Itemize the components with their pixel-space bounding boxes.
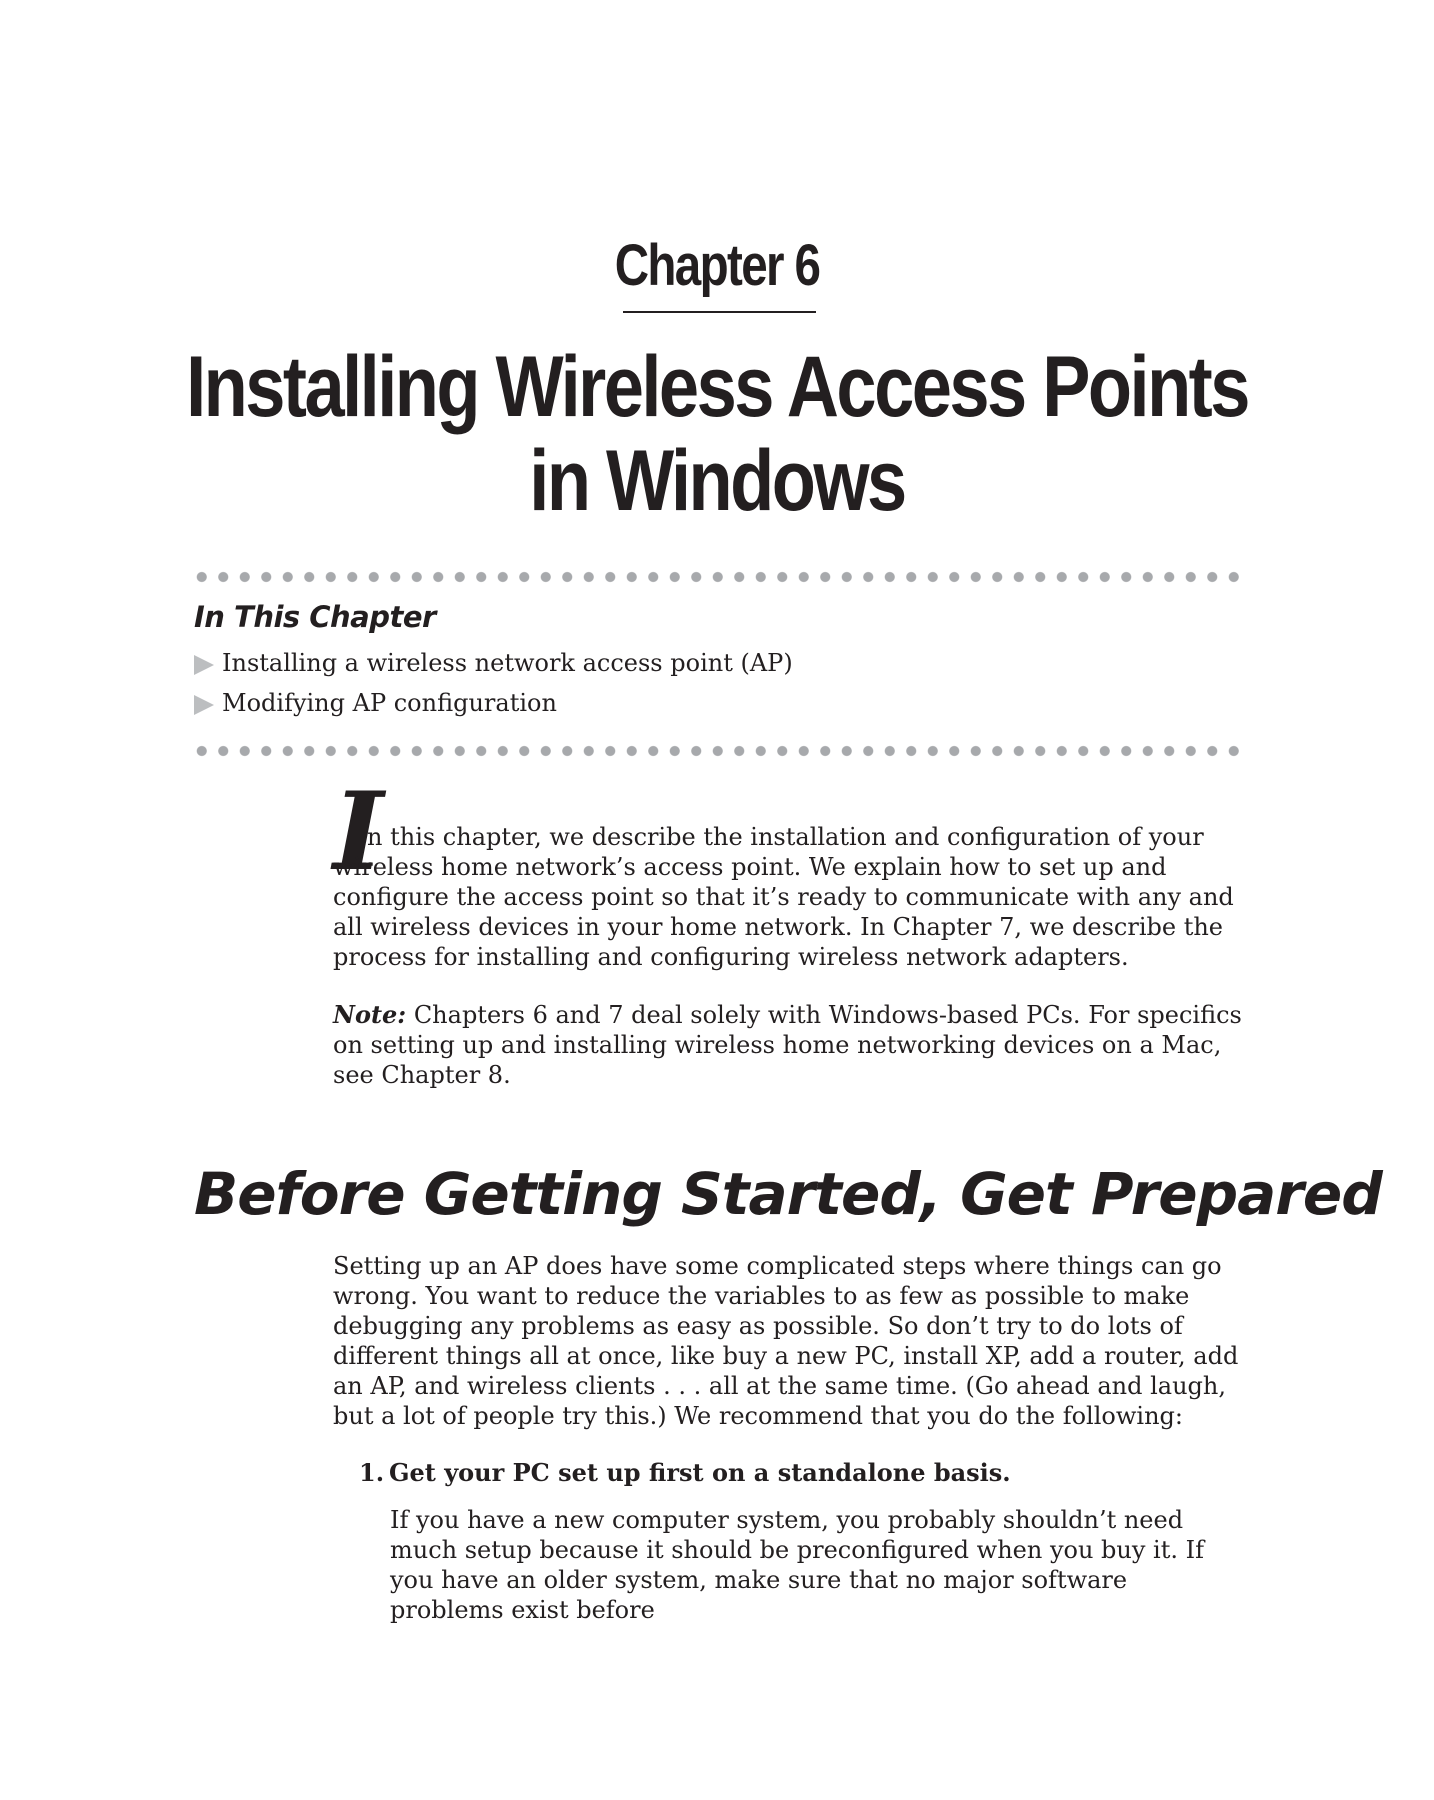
step-title: Get your PC set up first on a standalone basis. [389, 1458, 1011, 1487]
drop-cap: I [333, 769, 384, 895]
chapter-topic-text: Installing a wireless network access point (AP) [222, 649, 793, 677]
chapter-title-line-1: Installing Wireless Access Points [186, 339, 1248, 435]
in-this-chapter-heading: In This Chapter [194, 600, 436, 634]
step-item [359, 1458, 1011, 1488]
chapter-underline [623, 311, 816, 313]
intro-paragraph: n this chapter, we describe the installation and configuration of your wireless home network’s access point. We explain how to set up and configure the access point so that it’s ready to communicate with any and all wireless devices in your home network. In Chapter 7, we describe the process for installing and configuring wireless network adapters. [333, 823, 1234, 971]
chapter-topic-item [194, 648, 793, 688]
note-text: Chapters 6 and 7 deal solely with Windows-based PCs. For specifics on setting up and installing wireless home networking devices on a Mac, see Chapter 8. [333, 1001, 1242, 1089]
chapter-topic-item [194, 688, 793, 728]
note-label: Note: [333, 1000, 407, 1029]
chapter-topics-list [194, 648, 793, 728]
dotted-divider-bottom [191, 745, 1245, 757]
chapter-label: Chapter 6 [614, 233, 820, 298]
dotted-divider-top [191, 571, 1245, 583]
section-heading: Before Getting Started, Get Prepared [194, 1160, 1382, 1228]
step-number: 1. [359, 1458, 385, 1487]
step-detail: If you have a new computer system, you probably shouldn’t need much setup because it should be preconfigured when you buy it. If you have an older system, make sure that no major software problems exist before [390, 1506, 1204, 1624]
triangle-bullet-icon [194, 655, 214, 675]
chapter-title [115, 340, 1320, 528]
triangle-bullet-icon [194, 695, 214, 715]
note-paragraph [333, 1000, 1248, 1090]
section-paragraph: Setting up an AP does have some complicated steps where things can go wrong. You want to reduce the variables to as few as possible to make debugging any problems as easy as possible. So don’t try to do lots of different things all at once, like buy a new PC, install XP, add a router, add an AP, and wireless clients . . . all at the same time. (Go ahead and laugh, but a lot of people try this.) We recommend that you do the following: [333, 1252, 1239, 1430]
chapter-topic-text: Modifying AP configuration [222, 689, 557, 717]
chapter-title-line-2: in Windows [529, 433, 905, 529]
